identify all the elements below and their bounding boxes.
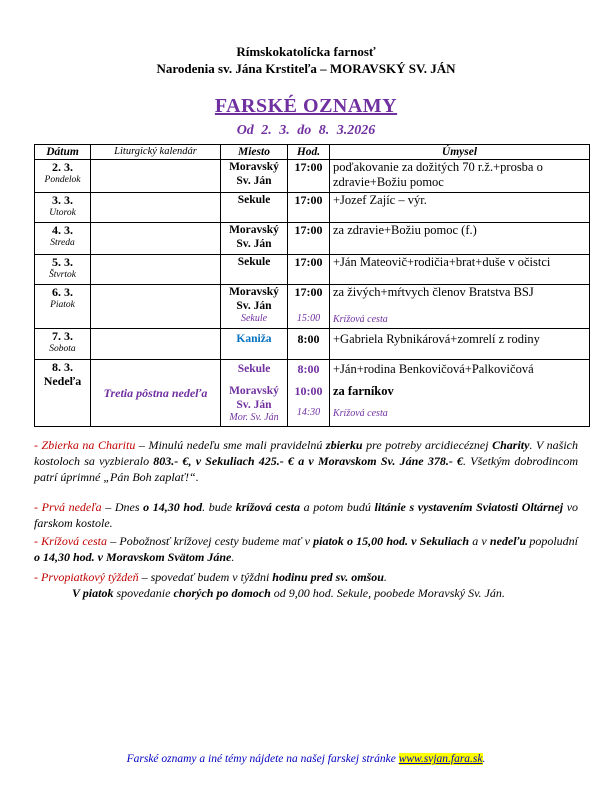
place-c: Mor. Sv. Ján (229, 412, 279, 423)
date-cell (35, 223, 91, 255)
header-date: Dátum (35, 145, 91, 160)
date-range: Od 2. 3. do 8. 3.2026 (236, 123, 376, 138)
note-bold: chorých po domoch (173, 586, 271, 600)
time-cell (288, 285, 330, 329)
place-cell (221, 285, 288, 329)
liturgy-name: Tretia pôstna nedeľa (103, 385, 208, 400)
note-bold: krížová cesta (235, 500, 300, 514)
time-b: 10:00 (294, 384, 323, 398)
footer (0, 753, 612, 765)
note-bold: V piatok (72, 586, 114, 600)
day-name: Piatok (50, 300, 75, 310)
note-text: – Pobožnosť krížovej cesty budeme mať v (107, 534, 314, 548)
place-cell: Moravský Sv. Ján (221, 160, 288, 193)
intent-b: za farníkov (333, 384, 394, 398)
intent-cell: +Ján Mateovič+rodičia+brat+duše v očistci (330, 255, 590, 285)
liturgy-cell (91, 285, 221, 329)
intent-cell (330, 360, 590, 427)
place-a: Sekule (237, 363, 271, 375)
place-b: Moravský Sv. Ján (229, 385, 279, 411)
liturgy-cell (91, 255, 221, 285)
parish-name: Rímskokatolícka farnosť (236, 44, 376, 59)
note-lead: - Zbierka na Charitu (34, 438, 136, 452)
day-name: Sobota (49, 344, 76, 354)
table-row (35, 285, 590, 329)
place-cell: Sekule (221, 255, 288, 285)
place-main: Moravský Sv. Ján (229, 286, 279, 312)
date-number: 6. 3. (52, 285, 73, 299)
date-number: 7. 3. (52, 329, 73, 343)
day-name: Nedeľa (43, 374, 82, 388)
date-cell (35, 160, 91, 193)
note-bold: piatok o 15,00 hod. v Sekuliach (313, 534, 470, 548)
date-cell (35, 360, 91, 427)
note-text: spovedanie (113, 586, 174, 600)
table-row (35, 360, 590, 427)
header-intent: Úmysel (330, 145, 590, 160)
place-secondary: Sekule (240, 313, 268, 324)
note-bold: hodinu pred sv. omšou (272, 570, 384, 584)
header-place: Miesto (221, 145, 288, 160)
intent-a: +Ján+rodina Benkovičová+Palkovičová (333, 362, 534, 376)
intent-c: Krížová cesta (333, 408, 388, 419)
schedule-table (34, 144, 590, 427)
note-text: – Minulú nedeľu sme mali pravidelnú (135, 438, 326, 452)
note-lead: - Prvopiatkový týždeň (34, 570, 139, 584)
time-cell: 8:00 (288, 329, 330, 360)
place-cell: Sekule (221, 193, 288, 223)
time-main: 17:00 (294, 285, 323, 299)
time-cell: 17:00 (288, 160, 330, 193)
time-c: 14:30 (296, 407, 321, 418)
liturgy-cell (91, 193, 221, 223)
day-name: Pondelok (44, 175, 81, 185)
website-link[interactable]: www.svjan.fara.sk (398, 753, 483, 765)
day-name: Utorok (49, 208, 76, 218)
intent-cell: +Gabriela Rybnikárová+zomrelí z rodiny (330, 329, 590, 360)
note-text: . Všetkým dobrodincom patrí úprimné „Pán Boh zaplať!“. (34, 454, 578, 484)
place-cell: Moravský Sv. Ján (221, 223, 288, 255)
note-bold: litánie s vystavením Sviatosti Oltárnej (374, 500, 564, 514)
date-number: 5. 3. (52, 255, 73, 269)
note-lead: - Krížová cesta (34, 534, 108, 548)
intent-cell: +Jozef Zajíc – výr. (330, 193, 590, 223)
note-text: . (383, 570, 387, 584)
time-secondary: 15:00 (296, 313, 321, 324)
note-text: . bude (202, 500, 236, 514)
liturgy-cell (91, 160, 221, 193)
date-number: 3. 3. (52, 193, 73, 207)
header-hour: Hod. (288, 145, 330, 160)
date-cell (35, 285, 91, 329)
date-number: 4. 3. (52, 223, 73, 237)
intent-cell: za zdravie+Božiu pomoc (f.) (330, 223, 590, 255)
note-lead: - Prvá nedeľa (34, 500, 102, 514)
note-bold: nedeľu (489, 534, 527, 548)
note-text: a potom budú (300, 500, 375, 514)
place-cell: Kaniža (221, 329, 288, 360)
table-row (35, 193, 590, 223)
note-bold: zbierku (325, 438, 363, 452)
note-bold: Charity (492, 438, 530, 452)
note-first-friday (34, 569, 578, 601)
footer-end: . (482, 753, 486, 765)
day-name: Štvrtok (49, 270, 76, 280)
note-bold: o 14,30 hod. v Moravskom Svätom Jáne (34, 550, 232, 564)
time-cell (288, 360, 330, 427)
note-text: – spovedať budem v týždni (138, 570, 273, 584)
note-text: popoludní (526, 534, 579, 548)
note-text: . (231, 550, 235, 564)
table-row (35, 223, 590, 255)
note-text: . V našich kostoloch sa vyzbieralo (34, 438, 579, 468)
intent-main: za živých+mŕtvych členov Bratstva BSJ (333, 285, 534, 299)
time-cell: 17:00 (288, 255, 330, 285)
date-cell (35, 193, 91, 223)
note-charity (34, 437, 578, 485)
intent-cell: poďakovanie za dožitých 70 r.ž.+prosba o zdravie+Božiu pomoc (330, 160, 590, 193)
table-row (35, 255, 590, 285)
date-cell (35, 255, 91, 285)
time-a: 8:00 (297, 362, 320, 376)
header-liturgy: Liturgický kalendár (91, 145, 221, 160)
time-cell: 17:00 (288, 223, 330, 255)
time-cell: 17:00 (288, 193, 330, 223)
table-row (35, 160, 590, 193)
footer-text: Farské oznamy a iné témy nájdete na našej farskej stránke (126, 753, 399, 765)
note-first-sunday (34, 499, 578, 531)
date-number: 8. 3. (52, 360, 73, 374)
note-text: – Dnes (101, 500, 144, 514)
note-text: pre potreby arcidiecéznej (362, 438, 493, 452)
date-number: 2. 3. (52, 160, 73, 174)
intent-secondary: Krížová cesta (333, 314, 388, 325)
liturgy-cell (91, 329, 221, 360)
note-bold: o 14,30 hod (143, 500, 203, 514)
note-stations-cross (34, 533, 578, 565)
day-name: Streda (50, 238, 75, 248)
intent-cell (330, 285, 590, 329)
parish-subtitle: Narodenia sv. Jána Krstiteľa – MORAVSKÝ SV. JÁN (156, 61, 456, 76)
liturgy-cell (91, 223, 221, 255)
liturgy-cell (91, 360, 221, 427)
page-title: FARSKÉ OZNAMY (214, 95, 398, 117)
place-cell (221, 360, 288, 427)
note-text: od 9,00 hod. Sekule, poobede Moravský Sv. Ján. (270, 586, 505, 600)
table-header-row (35, 145, 590, 160)
note-text: a v (469, 534, 490, 548)
table-row (35, 329, 590, 360)
note-bold: 803.- €, v Sekuliach 425.- € a v Moravskom Sv. Jáne 378.- € (153, 454, 464, 468)
note-text: vo farskom kostole. (34, 500, 579, 530)
date-cell (35, 329, 91, 360)
